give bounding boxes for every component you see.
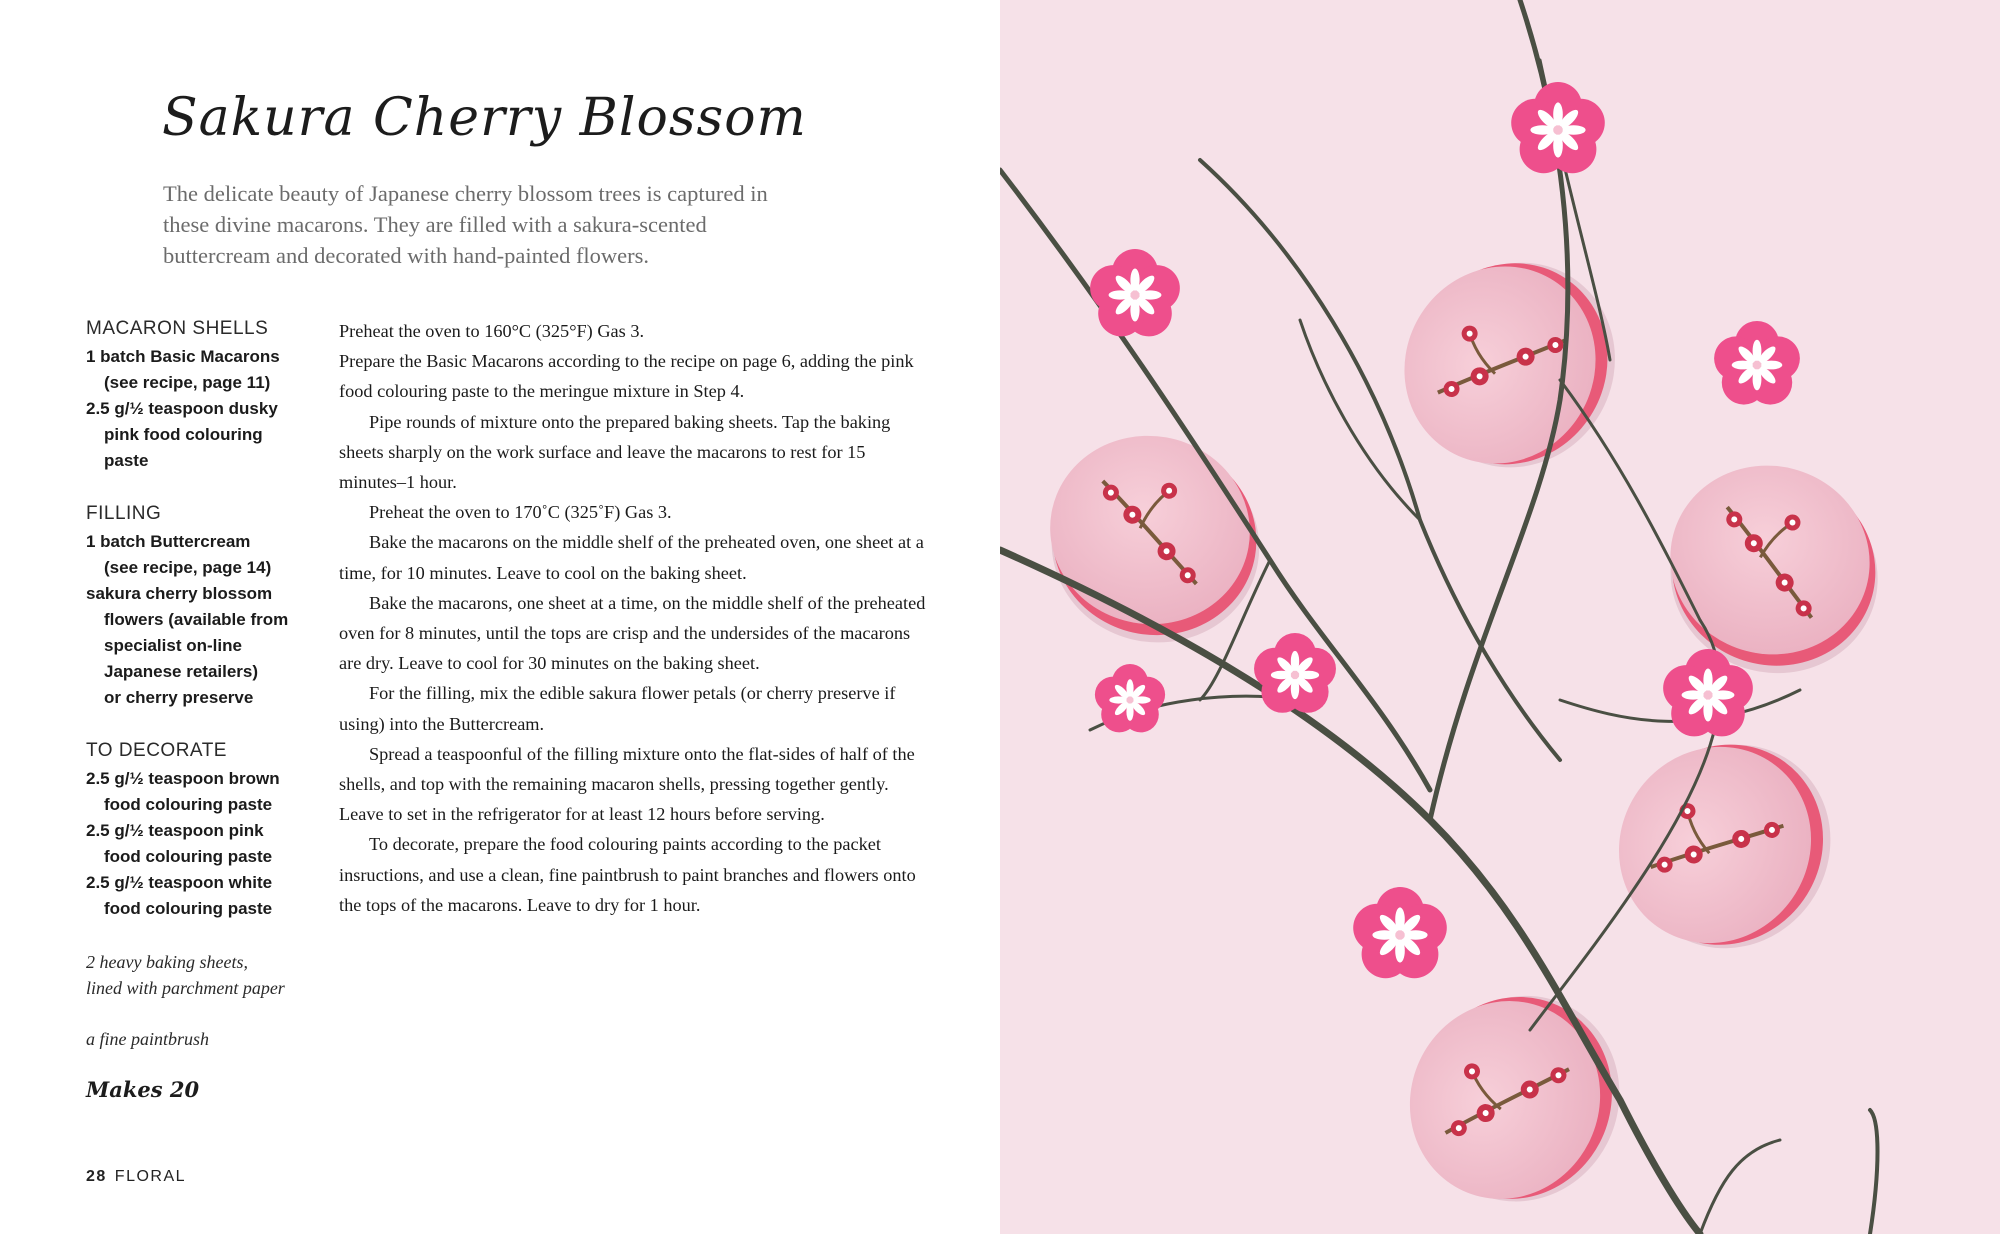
method-step: Preheat the oven to 160°C (325°F) Gas 3. [339,321,645,341]
method-step: To decorate, prepare the food colouring paints according to the packet insructions, and use a clean, fine paintbrush to paint branches and flowers onto the tops of the macarons. Leave to dry for 1 hour. [339,834,916,915]
method-column [339,316,929,920]
method-step: Preheat the oven to 170˚C (325˚F) Gas 3. [369,502,672,523]
shells-list [86,344,316,474]
decorate-list [86,766,316,922]
filling-list [86,529,316,711]
method-step: Prepare the Basic Macarons according to the recipe on page 6, adding the pink food colouring paste to the meringue mixture in Step 4. [339,351,914,402]
ingredient-item: sakura cherry blossom flowers (available from specialist on-line Japanese retailers) or cherry preserve [86,584,289,707]
ingredient-item: 2.5 g/½ teaspoon pink food colouring paste [86,821,273,866]
filling-heading: FILLING [86,503,162,524]
ingredient-item: 2.5 g/½ teaspoon white food colouring paste [86,873,273,918]
method-step: Pipe rounds of mixture onto the prepared baking sheets. Tap the baking sheets sharply on the work surface and leave the macarons to rest for 15 minutes–1 hour. [339,411,891,493]
equipment-item: a fine paintbrush [86,1029,210,1049]
yield-label: Makes 20 [86,1077,200,1102]
ingredient-item: 1 batch Basic Macarons (see recipe, page 11) [86,347,280,392]
ingredients-column [86,316,316,1102]
equipment-notes [86,949,316,1052]
macarons-cherry-blossom-photo [1000,0,2000,1234]
decorate-heading: TO DECORATE [86,740,227,761]
ingredient-item: 2.5 g/½ teaspoon brown food colouring paste [86,769,280,814]
method-step: For the filling, mix the edible sakura flower petals (or cherry preserve if using) into the Buttercream. [339,683,896,734]
method-step: Bake the macarons on the middle shelf of the preheated oven, one sheet at a time, for 10 minutes. Leave to cool on the baking sheet. [339,532,924,583]
page-number: 28 [86,1168,107,1185]
recipe-intro: The delicate beauty of Japanese cherry blossom trees is captured in these divine macarons. They are filled with a sakura-scented buttercream and decorated with hand-painted flowers. [163,181,768,268]
section-name: FLORAL [114,1168,187,1185]
recipe-title: Sakura Cherry Blossom [162,88,807,148]
ingredient-item: 2.5 g/½ teaspoon dusky pink food colouring paste [86,399,278,470]
method-step: Bake the macarons, one sheet at a time, on the middle shelf of the preheated oven for 8 minutes, until the tops are crisp and the undersides of the macarons are dry. Leave to cool for 30 minutes on the baking sheet. [339,592,926,674]
ingredient-item: 1 batch Buttercream (see recipe, page 14) [86,532,272,577]
shells-heading: MACARON SHELLS [86,318,269,339]
method-step: Spread a teaspoonful of the filling mixture onto the flat-sides of half of the shells, and top with the remaining macaron shells, pressing together gently. Leave to set in the refrigerator for at least 12 hours before serving. [339,743,915,825]
equipment-item: 2 heavy baking sheets, lined with parchment paper [86,952,285,998]
photo-page [1000,0,2000,1234]
page-footer [86,1168,186,1186]
